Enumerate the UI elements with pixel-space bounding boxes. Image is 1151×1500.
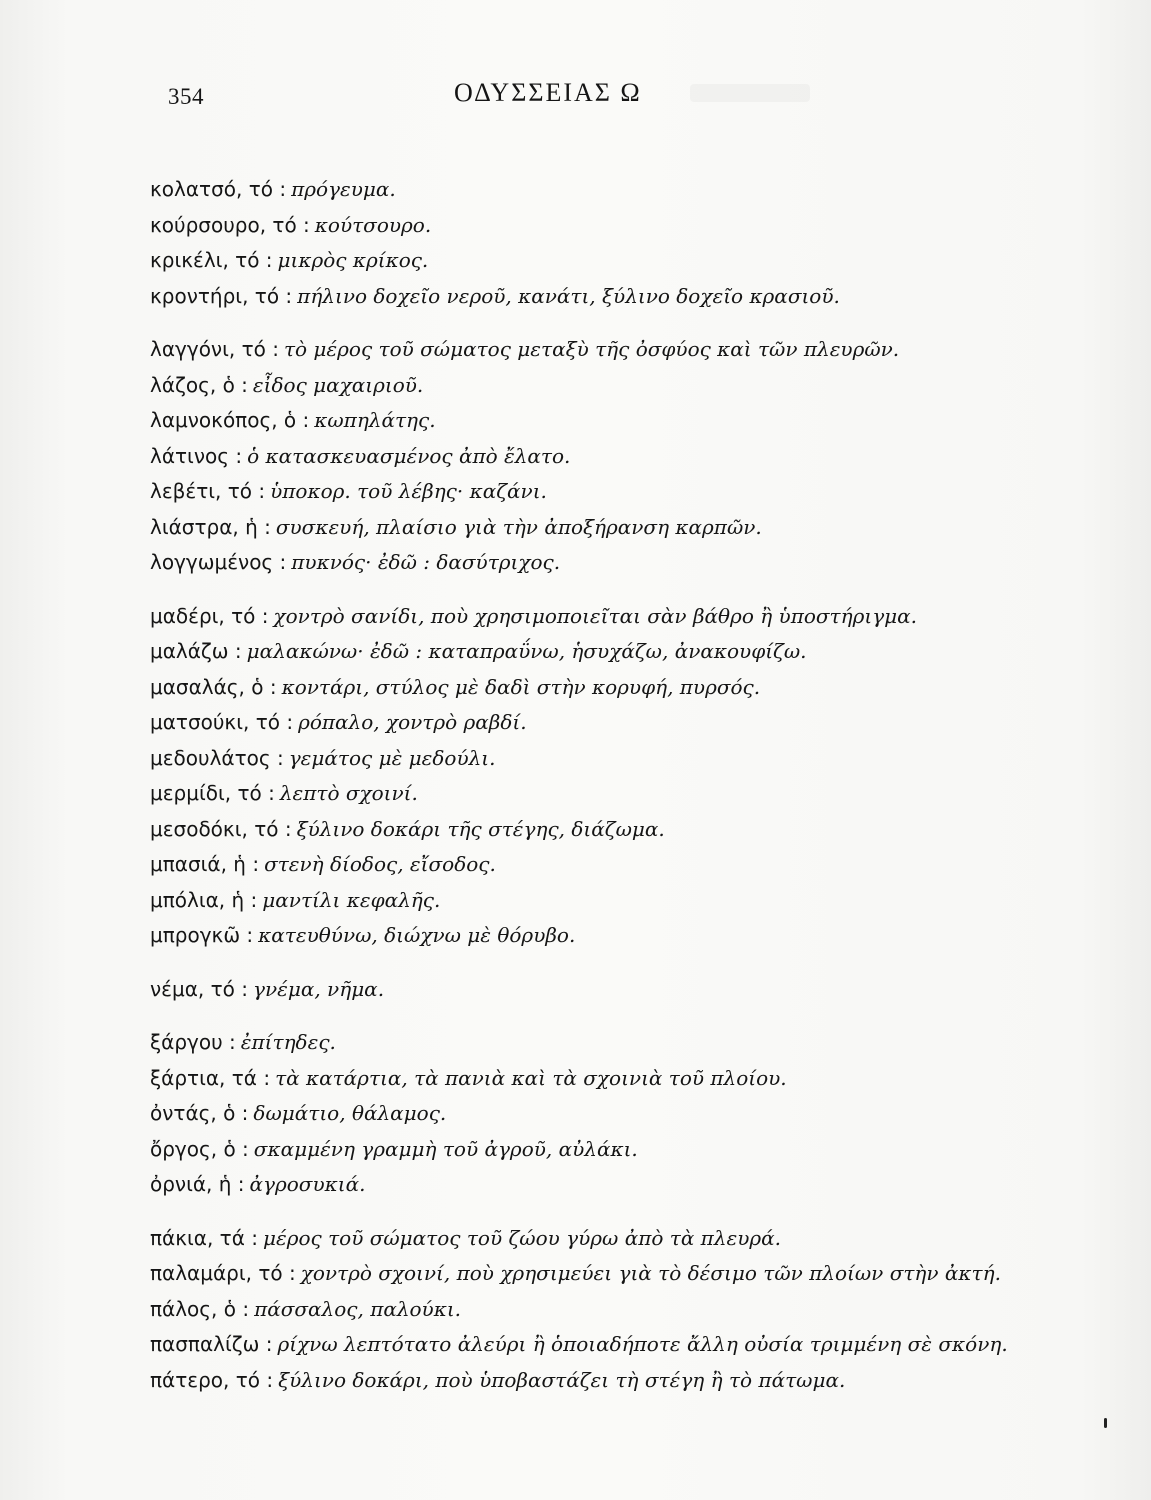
entry-term: μπασιά, ἡ :	[150, 852, 260, 876]
entry-term: κροντήρι, τό :	[150, 283, 293, 308]
entry-term: μαδέρι, τό :	[150, 603, 269, 628]
entry-definition: γεμάτος μὲ μεδούλι.	[288, 745, 496, 770]
entry-term: ὄργος, ὁ :	[150, 1136, 249, 1161]
entry-definition: μικρὸς κρίκος.	[277, 248, 429, 272]
entry-definition: μαντίλι κεφαλῆς.	[262, 887, 441, 912]
entry-term: μπόλια, ἡ :	[150, 887, 258, 912]
entry-definition: πρόγευμα.	[291, 177, 396, 201]
entry-term: ὀντάς, ὁ :	[150, 1101, 249, 1125]
glossary-entry	[150, 1292, 1080, 1328]
glossary-entry	[150, 972, 1080, 1008]
entry-term: λεβέτι, τό :	[150, 479, 266, 503]
glossary-group	[150, 972, 1080, 1008]
entry-term: μερμίδι, τό :	[150, 781, 275, 805]
glossary-entry	[150, 918, 1080, 954]
entry-definition: μαλακώνω· ἐδῶ : καταπραΰνω, ἡσυχάζω, ἀνακουφίζω.	[246, 639, 807, 663]
glossary-entry	[150, 1025, 1080, 1061]
glossary-entry	[150, 243, 1080, 279]
entry-definition: γνέμα, νῆμα.	[252, 976, 385, 1001]
entry-definition: ξύλινο δοκάρι τῆς στέγης, διάζωμα.	[296, 816, 665, 841]
entry-term: νέμα, τό :	[150, 976, 248, 1001]
entry-term: ξάρτια, τά :	[150, 1065, 271, 1090]
glossary-entry	[150, 474, 1080, 510]
glossary-group	[150, 599, 1080, 954]
entry-term: πασπαλίζω :	[150, 1332, 273, 1356]
page-number: 354	[168, 84, 204, 109]
entry-definition: ρίχνω λεπτότατο ἀλεύρι ἢ ὁποιαδήποτε ἄλλη οὐσία τριμμένη σὲ σκόνη.	[277, 1332, 1008, 1356]
entry-definition: εἶδος μαχαιριοῦ.	[252, 372, 424, 397]
entry-term: κολατσό, τό :	[150, 177, 287, 201]
glossary-entry	[150, 279, 1080, 315]
entry-term: λάζος, ὁ :	[150, 372, 248, 397]
glossary-entry	[150, 883, 1080, 919]
entry-term: μπρογκῶ :	[150, 923, 254, 947]
entry-term: λάτινος :	[150, 443, 243, 468]
entry-definition: ὑποκορ. τοῦ λέβης· καζάνι.	[270, 479, 547, 503]
entry-definition: κούτσουρο.	[314, 212, 432, 237]
entry-term: μαλάζω :	[150, 639, 242, 663]
glossary-entry	[150, 545, 1080, 581]
glossary-entry	[150, 599, 1080, 635]
entry-definition: συσκευή, πλαίσιο γιὰ τὴν ἀποξήρανση καρπῶν.	[275, 514, 762, 539]
glossary-entry	[150, 1363, 1080, 1399]
entry-definition: στενὴ δίοδος, εἴσοδος.	[264, 852, 496, 876]
entry-term: λιάστρα, ἡ :	[150, 514, 271, 539]
glossary-entry	[150, 1221, 1080, 1257]
entry-definition: τὸ μέρος τοῦ σώματος μεταξὺ τῆς ὀσφύος καὶ τῶν πλευρῶν.	[283, 337, 900, 361]
entry-definition: ρόπαλο, χοντρὸ ραβδί.	[298, 710, 527, 734]
entry-definition: πυκνός· ἐδῶ : δασύτριχος.	[291, 550, 561, 574]
entry-term: ματσούκι, τό :	[150, 710, 294, 734]
entry-definition: ὁ κατασκευασμένος ἀπὸ ἔλατο.	[247, 443, 571, 468]
running-title: ΟΔΥΣΣΕΙΑΣ Ω	[454, 78, 642, 107]
glossary-entry	[150, 741, 1080, 777]
glossary-entry	[150, 510, 1080, 546]
entry-term: πάτερο, τό :	[150, 1367, 274, 1392]
entry-definition: κοντάρι, στύλος μὲ δαδὶ στὴν κορυφή, πυρσός.	[281, 674, 761, 699]
entry-term: πάκια, τά :	[150, 1225, 258, 1250]
glossary-entry	[150, 1061, 1080, 1097]
entry-definition: μέρος τοῦ σώματος τοῦ ζώου γύρω ἀπὸ τὰ πλευρά.	[263, 1225, 782, 1250]
glossary-entry	[150, 172, 1080, 208]
glossary-entry	[150, 208, 1080, 244]
entry-term: λογγωμένος :	[150, 550, 287, 574]
glossary-entry	[150, 1327, 1080, 1363]
entry-definition: ἀγροσυκιά.	[249, 1172, 366, 1196]
entry-definition: ξύλινο δοκάρι, ποὺ ὑποβαστάζει τὴ στέγη ἢ τὸ πάτωμα.	[278, 1367, 846, 1392]
glossary-entry	[150, 368, 1080, 404]
entry-term: πάλος, ὁ :	[150, 1296, 250, 1321]
glossary-entry	[150, 634, 1080, 670]
glossary-entry	[150, 403, 1080, 439]
entry-term: μεδουλάτος :	[150, 745, 284, 770]
glossary-entry	[150, 1096, 1080, 1132]
glossary-entry	[150, 705, 1080, 741]
glossary-entry	[150, 670, 1080, 706]
entry-term: μασαλάς, ὁ :	[150, 674, 277, 699]
entry-term: κρικέλι, τό :	[150, 248, 273, 272]
entry-term: μεσοδόκι, τό :	[150, 816, 292, 841]
entry-definition: κατευθύνω, διώχνω μὲ θόρυβο.	[258, 923, 576, 947]
entry-term: ξάργου :	[150, 1030, 236, 1054]
entry-definition: σκαμμένη γραμμὴ τοῦ ἀγροῦ, αὐλάκι.	[253, 1136, 638, 1161]
glossary-entry	[150, 812, 1080, 848]
entry-term: κούρσουρο, τό :	[150, 212, 310, 237]
glossary-group	[150, 332, 1080, 581]
show-through-smudge	[690, 84, 810, 102]
page-mark	[1104, 1418, 1107, 1428]
entry-definition: χοντρὸ σχοινί, ποὺ χρησιμεύει γιὰ τὸ δέσιμο τῶν πλοίων στὴν ἀκτή.	[300, 1261, 1001, 1285]
glossary-list	[150, 172, 1080, 1398]
entry-definition: χοντρὸ σανίδι, ποὺ χρησιμοποιεῖται σὰν βάθρο ἢ ὑποστήριγμα.	[273, 603, 918, 628]
entry-definition: ἐπίτηδες.	[240, 1030, 336, 1054]
entry-term: λαμνοκόπος, ὁ :	[150, 408, 310, 432]
glossary-entry	[150, 1256, 1080, 1292]
entry-definition: δωμάτιο, θάλαμος.	[253, 1101, 447, 1125]
entry-term: ὀρνιά, ἡ :	[150, 1172, 245, 1196]
entry-term: λαγγόνι, τό :	[150, 337, 279, 361]
entry-term: παλαμάρι, τό :	[150, 1261, 296, 1285]
glossary-group	[150, 172, 1080, 314]
glossary-entry	[150, 1132, 1080, 1168]
glossary-group	[150, 1221, 1080, 1399]
entry-definition: κωπηλάτης.	[314, 408, 436, 432]
entry-definition: πήλινο δοχεῖο νεροῦ, κανάτι, ξύλινο δοχεῖο κρασιοῦ.	[297, 283, 840, 308]
entry-definition: λεπτὸ σχοινί.	[279, 781, 418, 805]
glossary-entry	[150, 776, 1080, 812]
entry-definition: τὰ κατάρτια, τὰ πανιὰ καὶ τὰ σχοινιὰ τοῦ πλοίου.	[275, 1065, 787, 1090]
glossary-entry	[150, 332, 1080, 368]
entry-definition: πάσσαλος, παλούκι.	[254, 1296, 462, 1321]
glossary-entry	[150, 439, 1080, 475]
glossary-group	[150, 1025, 1080, 1203]
glossary-entry	[150, 847, 1080, 883]
glossary-entry	[150, 1167, 1080, 1203]
